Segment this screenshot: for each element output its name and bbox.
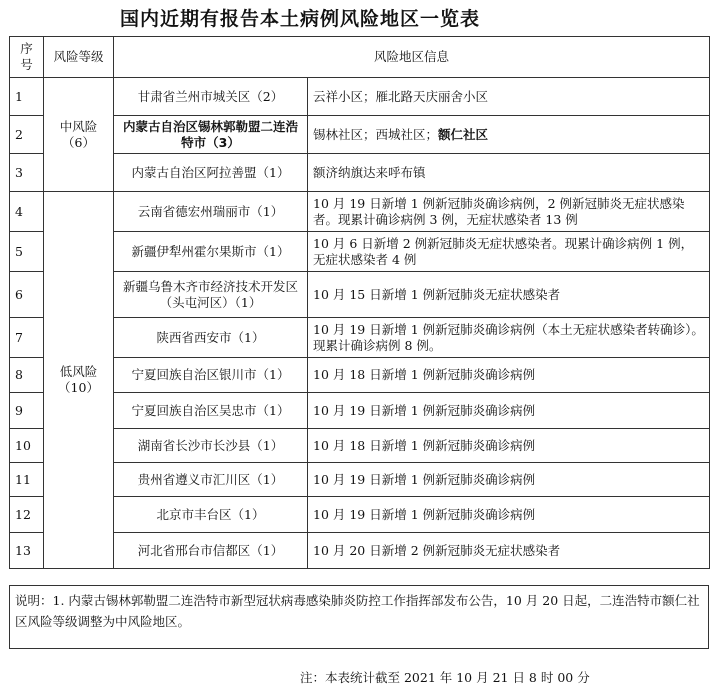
detail-cell: 10 月 19 日新增 1 例新冠肺炎确诊病例（本土无症状感染者转确诊）。现累计确诊病例 8 例。 — [308, 318, 710, 358]
header-level: 风险等级 — [44, 37, 114, 78]
page-title: 国内近期有报告本土病例风险地区一览表 — [119, 8, 480, 30]
table-row — [10, 429, 710, 463]
row-number: 13 — [10, 533, 44, 569]
region-cell: 新疆伊犁州霍尔果斯市（1） — [114, 232, 308, 272]
row-number: 2 — [10, 116, 44, 154]
table-header-row — [10, 37, 710, 78]
row-number: 6 — [10, 272, 44, 318]
region-cell: 河北省邢台市信都区（1） — [114, 533, 308, 569]
header-no: 序号 — [10, 37, 44, 78]
row-number: 11 — [10, 463, 44, 497]
detail-cell: 10 月 19 日新增 1 例新冠肺炎确诊病例 — [308, 497, 710, 533]
detail-cell: 10 月 19 日新增 1 例新冠肺炎确诊病例 — [308, 463, 710, 497]
region-cell: 云南省德宏州瑞丽市（1） — [114, 192, 308, 232]
table-row — [10, 393, 710, 429]
detail-cell: 10 月 19 日新增 1 例新冠肺炎确诊病例 — [308, 393, 710, 429]
region-cell: 湖南省长沙市长沙县（1） — [114, 429, 308, 463]
table-row — [10, 318, 710, 358]
region-cell: 宁夏回族自治区银川市（1） — [114, 358, 308, 393]
region-cell: 内蒙古自治区锡林郭勒盟二连浩特市（3） — [114, 116, 308, 154]
table-row — [10, 272, 710, 318]
row-number: 5 — [10, 232, 44, 272]
table-row — [10, 533, 710, 569]
table-row — [10, 497, 710, 533]
table-row — [10, 463, 710, 497]
row-number: 12 — [10, 497, 44, 533]
detail-cell: 10 月 15 日新增 1 例新冠肺炎无症状感染者 — [308, 272, 710, 318]
detail-cell: 10 月 18 日新增 1 例新冠肺炎确诊病例 — [308, 429, 710, 463]
region-cell: 陕西省西安市（1） — [114, 318, 308, 358]
detail-cell: 10 月 20 日新增 2 例新冠肺炎无症状感染者 — [308, 533, 710, 569]
table-row — [10, 78, 710, 116]
table-row — [10, 358, 710, 393]
detail-cell: 10 月 19 日新增 1 例新冠肺炎确诊病例，2 例新冠肺炎无症状感染者。现累计确诊病例 3 例，无症状感染者 13 例 — [308, 192, 710, 232]
detail-cell: 额济纳旗达来呼布镇 — [308, 154, 710, 192]
detail-cell: 10 月 18 日新增 1 例新冠肺炎确诊病例 — [308, 358, 710, 393]
region-cell: 宁夏回族自治区吴忠市（1） — [114, 393, 308, 429]
row-number: 4 — [10, 192, 44, 232]
row-number: 1 — [10, 78, 44, 116]
table-row — [10, 154, 710, 192]
table-row — [10, 232, 710, 272]
level-medium: 中风险（6） — [44, 78, 114, 192]
table-row — [10, 192, 710, 232]
statistics-footnote: 注：本表统计截至 2021 年 10 月 21 日 8 时 00 分 — [300, 670, 590, 685]
header-info: 风险地区信息 — [114, 37, 710, 78]
region-cell: 内蒙古自治区阿拉善盟（1） — [114, 154, 308, 192]
row-number: 10 — [10, 429, 44, 463]
row-number: 3 — [10, 154, 44, 192]
detail-cell: 云祥小区；雁北路天庆丽舍小区 — [308, 78, 710, 116]
region-cell: 甘肃省兰州市城关区（2） — [114, 78, 308, 116]
region-cell: 北京市丰台区（1） — [114, 497, 308, 533]
row-number: 9 — [10, 393, 44, 429]
level-low: 低风险（10） — [44, 192, 114, 569]
row-number: 8 — [10, 358, 44, 393]
detail-cell — [308, 116, 710, 154]
row-number: 7 — [10, 318, 44, 358]
explanation-note: 说明：1. 内蒙古锡林郭勒盟二连浩特市新型冠状病毒感染肺炎防控工作指挥部发布公告，10 月 20 日起，二连浩特市额仁社区风险等级调整为中风险地区。 — [9, 585, 709, 649]
region-cell: 新疆乌鲁木齐市经济技术开发区（头屯河区）（1） — [114, 272, 308, 318]
table-row — [10, 116, 710, 154]
risk-area-table — [9, 36, 710, 569]
region-cell: 贵州省遵义市汇川区（1） — [114, 463, 308, 497]
detail-cell: 10 月 6 日新增 2 例新冠肺炎无症状感染者。现累计确诊病例 1 例，无症状感染者 4 例 — [308, 232, 710, 272]
detail-text: 锡林社区；西城社区； — [313, 126, 439, 142]
detail-highlight: 额仁社区 — [438, 126, 489, 142]
